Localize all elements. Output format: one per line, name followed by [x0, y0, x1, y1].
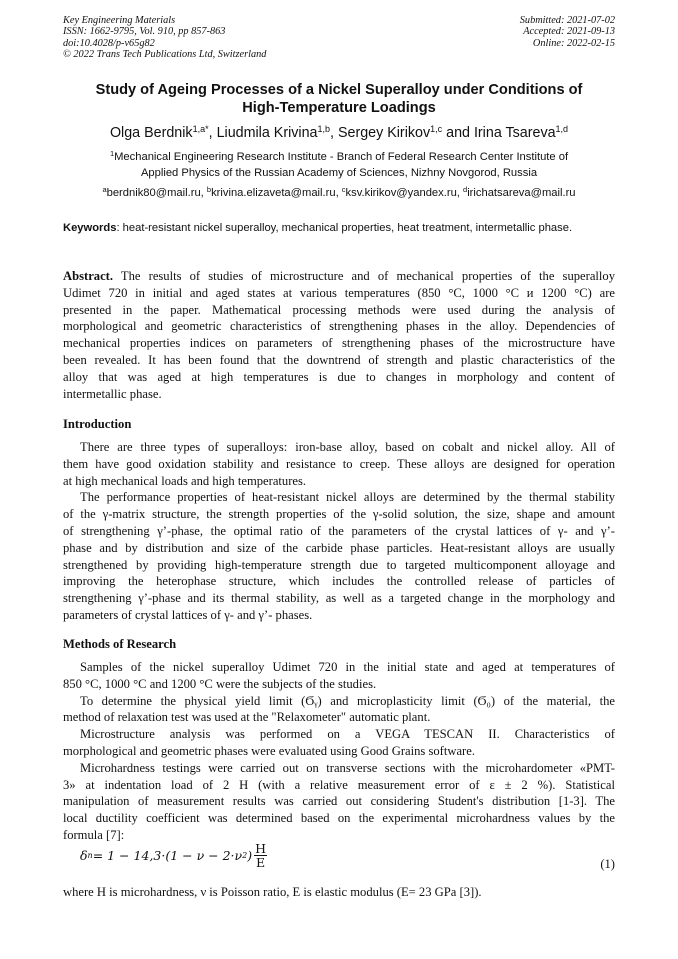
- author-name: Liudmila Krivina: [216, 125, 318, 141]
- body-line: local ductility coefficient was determined based on the experimental microhardness values by the: [63, 811, 615, 826]
- abstract-line: presented in the paper. Mathematical processing methods were used during the analysis of: [63, 302, 615, 317]
- author-separator: ,: [208, 125, 217, 141]
- formula-lhs: δ: [80, 848, 88, 863]
- introduction-body: [63, 439, 615, 624]
- affiliation-text: Mechanical Engineering Research Institute - Branch of Federal Research Center Institute of: [114, 151, 569, 163]
- body-line: strengthened by providing high-temperature strength due to targeted multicomponent alloyage and: [63, 557, 615, 572]
- fraction-numerator: H: [255, 841, 266, 856]
- introduction-heading: Introduction: [63, 417, 132, 431]
- submitted-date: Submitted: 2021-07-02: [519, 15, 615, 26]
- keywords-label: Keywords: [63, 222, 117, 234]
- body-line: phase and by distribution and size of the carbide phase particles. Heat-resistant alloys are usually: [63, 540, 615, 555]
- keywords-text: : heat-resistant nickel superalloy, mechanical properties, heat treatment, intermetallic phase.: [116, 222, 573, 234]
- formula-lhs-sub: п: [87, 851, 93, 860]
- body-line: Microhardness testings were carried out on transverse sections with the microhardometer «PMT-: [80, 760, 615, 775]
- abstract-line: intermetallic phase.: [63, 386, 162, 401]
- body-line: There are three types of superalloys: iron-base alloy, based on cobalt and nickel alloy. All of: [80, 440, 615, 454]
- formula-square: 2: [242, 851, 248, 860]
- body-line: them have good oxidation stability and resistance to creep. These alloys are designed for operation: [63, 456, 615, 471]
- journal-info: [63, 15, 266, 61]
- abstract-line: mechanical properties indices on parameters of strengthening phases of the microstructure have: [63, 336, 615, 351]
- paper-title: [63, 81, 615, 117]
- abstract-line: Udimet 720 in initial and aged states at various temperatures (850 °C, 1000 °C и 1200 °C) are: [63, 285, 615, 300]
- body-line: 3» at indentation load of 2 H (with a relative measurement error of ε ± 2 %). Statistical: [63, 777, 615, 792]
- author-name: Olga Berdnik: [109, 125, 193, 141]
- body-line: parameters of crystal lattices of γ- and γ’- phases.: [63, 607, 313, 622]
- author-separator: ,: [330, 125, 338, 141]
- author-affil-mark: 1,a*: [192, 124, 209, 134]
- body-line: Microstructure analysis was performed on a VEGA TESCAN II. Characteristics of: [80, 727, 615, 742]
- author-list: [40, 124, 638, 142]
- abstract-text: The results of studies of microstructure and of mechanical properties of the superalloy: [113, 269, 615, 283]
- email-address: krivina.elizaveta@mail.ru,: [211, 187, 342, 199]
- formula-explanation: where H is microhardness, ν is Poisson ratio, E is elastic modulus (E= 23 GPa [3]).: [63, 885, 482, 899]
- methods-body: [63, 659, 615, 844]
- body-line: 850 °C, 1000 °C and 1200 °C were the subjects of the studies.: [63, 676, 377, 691]
- body-line: of strengthening γ’-phase, the optimal ratio of the parameters of the crystal lattices of γ- and γ’-: [63, 523, 615, 538]
- email-address: irichatsareva@mail.ru: [467, 187, 576, 199]
- email-mark: d: [463, 185, 468, 194]
- affiliation-mark: 1: [109, 149, 115, 158]
- body-line: improving the heterophase structure, which includes the controlled release of particles of: [63, 574, 615, 589]
- affiliation-line: [63, 150, 615, 166]
- body-line: To determine the physical yield limit (Ϭᵧ) and microplasticity limit (Ϭ₀) of the material, the: [80, 693, 615, 708]
- accepted-date: Accepted: 2021-09-13: [523, 26, 615, 38]
- author-affil-mark: 1,b: [317, 124, 330, 134]
- email-mark: b: [206, 185, 212, 194]
- email-mark: a: [102, 185, 107, 194]
- abstract: [63, 268, 615, 402]
- author-name: Sergey Kirikov: [337, 125, 431, 141]
- body-line: manipulation of measurement results was carried out considering Student's distribution [1-3]. The: [63, 794, 615, 809]
- author-separator: and: [442, 125, 474, 141]
- online-date: Online: 2022-02-15: [532, 37, 615, 49]
- author-emails: [40, 186, 638, 200]
- email-address: berdnik80@mail.ru,: [106, 187, 207, 199]
- email-address: ksv.kirikov@yandex.ru,: [345, 187, 464, 199]
- abstract-line: alloy that was aged at high temperatures is due to changes in morphology and content of: [63, 369, 615, 384]
- body-line: morphological and geometric phases were evaluated using Good Grains software.: [63, 743, 475, 758]
- keywords: [63, 221, 615, 236]
- abstract-label: Abstract.: [63, 269, 114, 283]
- affiliation: [63, 150, 615, 181]
- author-affil-mark: 1,d: [555, 124, 569, 134]
- journal-name: Key Engineering Materials: [63, 15, 176, 26]
- journal-doi: doi:10.4028/p-v65g82: [63, 37, 155, 49]
- abstract-line: [63, 268, 615, 285]
- affiliation-line: Applied Physics of the Russian Academy of Sciences, Nizhny Novgorod, Russia: [140, 166, 538, 179]
- email-mark: c: [341, 185, 346, 194]
- author-name: Irina Tsareva: [473, 125, 556, 141]
- title-line: Study of Ageing Processes of a Nickel Superalloy under Conditions of: [95, 82, 583, 98]
- author-affil-mark: 1,c: [430, 124, 443, 134]
- body-line: Samples of the nickel superalloy Udimet 720 in the initial state and aged at temperatures of: [80, 660, 615, 674]
- formula-close: ): [247, 848, 253, 863]
- ductility-formula: [80, 842, 267, 869]
- body-line: strengthening γ’-phase and its thermal stability, as well as a targeted change in the morphology and: [63, 591, 615, 606]
- equation-number: (1): [600, 857, 615, 871]
- journal-copyright: © 2022 Trans Tech Publications Ltd, Switzerland: [63, 49, 267, 61]
- abstract-line: morphological and geometric characteristics of strengthening phases in the alloy. Dependencies of: [63, 319, 615, 334]
- formula-body: = 1 − 14,3·(1 − ν − 2·ν: [92, 848, 243, 863]
- body-line: of the γ-matrix structure, the strength properties of the γ-solid solution, the size, shape and amount: [63, 507, 615, 522]
- formula-fraction: [254, 842, 267, 869]
- abstract-line: been revealed. It has been found that the downtrend of strength and plastic characteristics of the: [63, 352, 615, 367]
- body-line: at high mechanical loads and high temperatures.: [63, 473, 307, 488]
- title-line: High-Temperature Loadings: [242, 100, 436, 116]
- publication-dates: [520, 15, 615, 49]
- body-line: method of relaxation test was used at the "Relaxometer" automatic plant.: [63, 710, 431, 725]
- fraction-denominator: E: [255, 855, 266, 870]
- body-line: The performance properties of heat-resistant nickel alloys are determined by the thermal stability: [80, 490, 615, 505]
- journal-issn: ISSN: 1662-9795, Vol. 910, pp 857-863: [63, 26, 226, 38]
- methods-heading: Methods of Research: [63, 637, 177, 651]
- body-line: formula [7]:: [63, 827, 125, 842]
